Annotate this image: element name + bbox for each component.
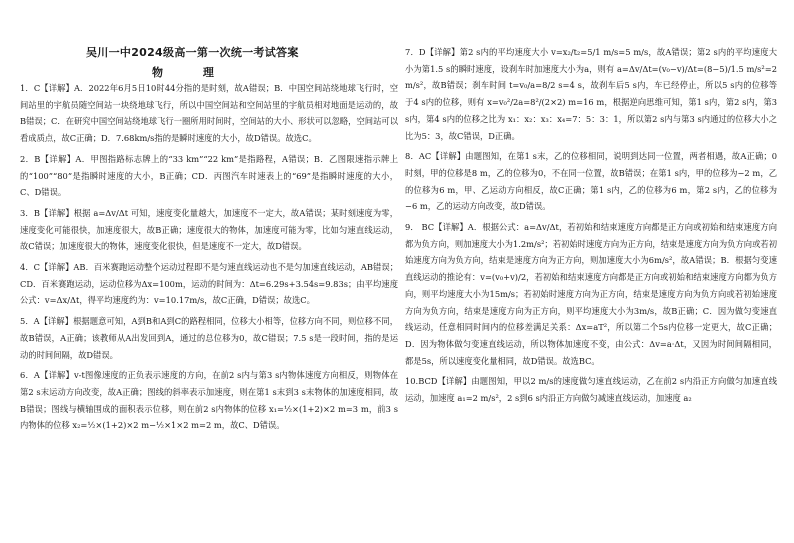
left-column <box>20 44 398 438</box>
answer-8: 8．AC【详解】由题图知，在第1 s末，乙的位移相同，说明到达同一位置，两者相遇，故A正确；0时刻，甲的位移是8 m，乙的位移为0，不在同一位置，故B错误；在第1 s内，甲的位移为−2 m，乙的位移为6 m，甲、乙运动方向相反，故C正确；第1 s内，乙的位移为6 m，第2 s内，乙的位移为−6 m，乙的运动方向改变，故D错误。 <box>405 151 777 212</box>
answer-10: 10.BCD【详解】由题图知，甲以2 m/s的速度做匀速直线运动，乙在前2 s内沿正方向做匀加速直线运动，加速度 a₁=2 m/s²，2 s到6 s内沿正方向做匀减速直线运动，加速度 a₂ <box>405 376 777 404</box>
answer-7: 7．D【详解】第2 s内的平均速度大小 v=x₂/t₂=5/1 m/s=5 m/s，故A错误；第2 s内的平均速度大小为第1.5 s的瞬时速度，设刹车时加速度大小为a，则有 a=Δv/Δt=(v₀−v)/Δt=(8−5)/1.5 m/s²=2 m/s²，故B错误；刹车时间 t=v₀/a=8/2 s=4 s，故刹车后5 s内，车已经停止，所以5 s内的位移等于4 s内的位移，则有 x=v₀²/2a=8²/(2×2) m=16 m，根据逆向思维可知，第1 s内，第2 s内，第3 s内，第4 s内的位移之比为 x₁：x₂：x₃：x₄=7：5：3：1，所以第2 s内与第3 s内通过的位移大小之比为5：3，故C错误，D正确。 <box>405 47 777 141</box>
document-title: 吴川一中2024级高一第一次统一考试答案 <box>86 46 299 59</box>
answer-9: 9． BC【详解】A．根据公式：a=Δv/Δt，若初始和结束速度方向都是正方向或初始和结束速度方向都为负方向，则加速度大小为1.2m/s²；若初始时速度方向为正方向，结束是速度方向为负方向或若初始速度方向为负方向，结束是速度方向为正方向，则加速度大小为6m/s²，故A错误；B．根据匀变速直线运动的推论有：v=(v₀+v)/2，若初始和结束速度方向都是正方向或初始和结束速度方向都为负方向，则平均速度大小为15m/s；若初始时速度方向为正方向，结束是速度方向为负方向或若初始速度方向为负方向，结束是速度方向为正方向，则平均速度大小为3m/s，故B正确；C．因为做匀变速直线运动，任意相同时间内的位移差满足关系：Δx=aT²，所以第二个5s内位移一定更大，故C正确；D．因为物体做匀变速直线运动，所以物体加速度不变，由公式：Δv=a·Δt，又因为时间间隔相同，都是5s，所以速度变化量相同，故D错误。故选BC。 <box>405 222 777 366</box>
answer-2: 2．B【详解】A．甲图指路标志牌上的“33 km”“22 km”是指路程，A错误；B．乙图限速指示牌上的“100”“80”是指瞬时速度的大小，B正确；CD．丙图汽车时速表上的“69”是指瞬时速度的大小，C、D错误。 <box>20 153 398 198</box>
answer-1: 1．C【详解】A．2022年6月5日10时44分指的是时刻，故A错误；B．中国空间站绕地球飞行时，空间站里的宇航员随空间站一块绕地球飞行，所以中国空间站和空间站里的宇航员相对地面是运动的，故B错误；C．在研究中国空间站绕地球飞行一圈所用时间时，空间站的大小、形状可以忽略，空间站可以看成质点，故C正确；D．7.68km/s指的是瞬时速度的大小，故D错误。故选C。 <box>20 83 398 144</box>
answer-6: 6．A【详解】v-t图像速度的正负表示速度的方向，在前2 s内与第3 s内物体速度方向相反，则物体在第2 s末运动方向改变，故A正确；图线的斜率表示加速度，则在第1 s末到3 s末物体的加速度相同，故B错误；图线与横轴围成的面积表示位移，则在前2 s内物体的位移 x₁=½×(1+2)×2 m=3 m，前3 s内物体的位移 x₂=½×(1+2)×2 m−½×1×2 m=2 m，故C、D错误。 <box>20 370 398 431</box>
answer-4: 4．C【详解】AB．百米赛跑运动整个运动过程即不是匀速直线运动也不是匀加速直线运动，AB错误；CD．百米赛跑运动，运动位移为Δx=100m，运动的时间为：Δt=6.29s+3.54s=9.83s；由平均速度公式：v=Δx/Δt，得平均速度约为：v=10.17m/s，故C正确，D错误；故选C。 <box>20 262 398 306</box>
answer-5: 5．A【详解】根据题意可知，A到B和A到C的路程相同，位移大小相等，位移方向不同，则位移不同，故B错误，A正确；该教师从A出发回到A，通过的总位移为0，故C错误；7.5 s是一段时间，指的是运动的时间间隔，故D错误。 <box>20 316 398 360</box>
right-column <box>405 44 777 411</box>
subject-heading: 物 理 <box>152 66 232 79</box>
answer-3: 3．B【详解】根据 a=Δv/Δt 可知，速度变化量越大，加速度不一定大，故A错误；某时刻速度为零，速度变化可能很快，加速度很大，故B正确；速度很大的物体，加速度可能为零，比如匀速直线运动，故C错误；加速度很大的物体，速度变化很快，但是速度不一定大，故D错误。 <box>20 207 398 252</box>
